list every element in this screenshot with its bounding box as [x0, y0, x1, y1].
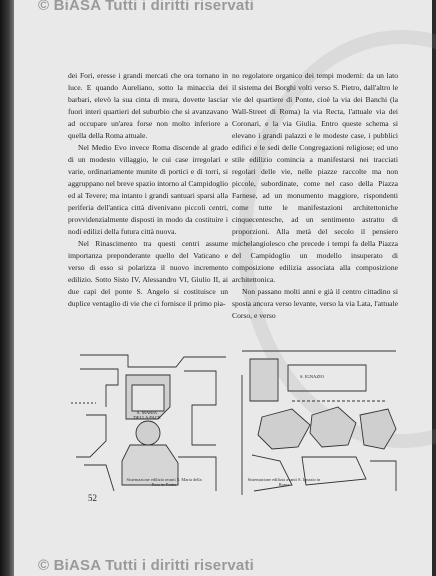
paragraph: no regolatore organico dei tempi moderni: da un lato il sistema dei Borghi volti verso S. Pietro, dall'altro le vie del quartiere di Ponte, cioè la via dei Banchi (la Wall-Street di Roma) la via Recta, l'attuale via dei Coronari, e la via Giulia. Entro queste schema si elevano i grandi palazzi e le modeste case, i pubblici edifici e le sedi delle Congregazioni religiose; ed uno stile edilizio comincia a manifestarsi nei tracciati regolari delle vie, nelle piazze raccolte ma non piccole, subordinate, come nel caso della Piazza Farnese, ad un monumento maggiore, rispondenti come tutte le manifestazioni architettoniche cinquecentesche, ad un sentimento astratto di proporzioni. Alla metà del secolo il pensiero michelangiolesco che precede i tempi fa della Piazza del Campidoglio un modello insuperato di composizione edilizia associata alla composizione architettonica. [232, 71, 398, 284]
map-label-santa-maria-della-pace: S. MARIA DELLA PACE [133, 410, 161, 421]
page-edge-shadow [0, 0, 14, 576]
map-label-sant-ignazio: S. IGNAZIO [300, 374, 324, 379]
figure-caption-left: Sistemazione edilizia avanti S. Maria della Pace in Roma [126, 477, 202, 488]
urban-plan-figure [66, 345, 400, 500]
right-text-column [232, 70, 398, 322]
plan-right-sant-ignazio [242, 351, 396, 495]
paragraph: dei Fori, eresse i grandi mercati che ora tornano in luce. E quando Aureliano, sotto la minaccia dei barbari, elevò la sua cinta di mura, dovette lasciar fuori interi quartieri del suburbio che si avanzavano ad occupare un'area forse non molto inferiore a quella della Roma attuale. [68, 71, 228, 140]
figure-caption-right: Sistemazione edilizia avanti S. Ignazio in Roma [247, 477, 321, 488]
watermark-top: © BiASA Tutti i diritti riservati [38, 0, 255, 14]
paragraph: Nel Rinascimento tra questi centri assume importanza preponderante quello del Vaticano e verso di esso si polarizza il nuovo incremento edilizio. Sotto Sisto IV, Alessandro VI, Giulio II, ai due capi del ponte S. Angelo si costituisce un duplice ventaglio di vie che ci fornisce il primo pia- [68, 239, 228, 308]
paragraph: Nel Medio Evo invece Roma discende al grado di un modesto villaggio, le cui case irregolari e varie, ordinariamente munite di portici e di torri, si aggruppano nel breve spazio intorno al Campidoglio ed al Tevere; ma intanto i grandi santuari sparsi alla periferia dell'antica città divenivano piccoli centri, provvidenzialmente disposti in modo da costituire i nodi edilizi della futura città nuova. [68, 143, 228, 236]
paragraph: Non passano molti anni e già il centro cittadino si sposta ancora verso levante, verso la via Lata, l'attuale Corso, e verso [232, 287, 398, 320]
plan-left-santa-maria-della-pace [71, 355, 226, 491]
left-text-column [68, 70, 228, 310]
page-number: 52 [88, 493, 97, 503]
watermark-bottom: © BiASA Tutti i diritti riservati [38, 557, 255, 574]
